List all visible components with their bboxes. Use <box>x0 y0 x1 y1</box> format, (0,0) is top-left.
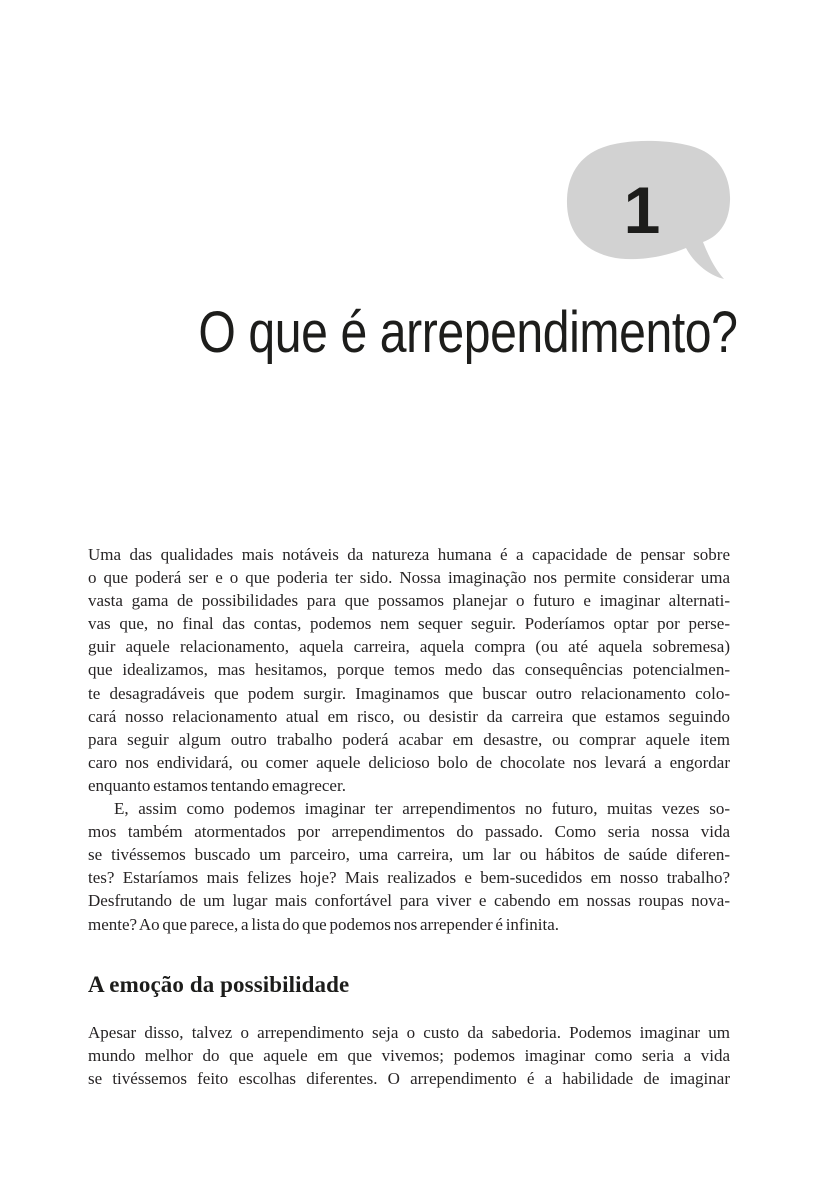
text-line: caro nos endividará, ou comer aquele delicioso bolo de chocolate nos levará a engordar <box>88 752 730 772</box>
text-line: Desfrutando de um lugar mais confortável para viver e cabendo em nossas roupas nova- <box>88 891 730 911</box>
paragraph <box>88 797 730 936</box>
text-line: para seguir algum outro trabalho poderá acabar em desastre, ou comprar aquele item <box>88 729 730 749</box>
paragraph <box>88 543 730 797</box>
text-line: que idealizamos, mas hesitamos, porque temos medo das consequências potencialmen- <box>88 660 730 680</box>
text-line: E, assim como podemos imaginar ter arrependimentos no futuro, muitas vezes so- <box>114 799 730 819</box>
text-line: vasta gama de possibilidades para que possamos planejar o futuro e imaginar alternati- <box>88 591 730 611</box>
chapter-number: 1 <box>623 173 661 247</box>
text-line: te desagradáveis que podem surgir. Imaginamos que buscar outro relacionamento colo- <box>88 683 730 703</box>
text-line: se tivéssemos buscado um parceiro, uma carreira, um lar ou hábitos de saúde diferen- <box>88 845 730 865</box>
text-line: Uma das qualidades mais notáveis da natureza humana é a capacidade de pensar sobre <box>88 545 730 564</box>
text-line: vas que, no final das contas, podemos nem sequer seguir. Poderíamos optar por perse- <box>88 614 730 634</box>
text-line: se tivéssemos feito escolhas diferentes. O arrependimento é a habilidade de imaginar <box>88 1068 730 1088</box>
text-line: mundo melhor do que aquele em que vivemos; podemos imaginar como seria a vida <box>88 1045 730 1065</box>
text-line: cará nosso relacionamento atual em risco, ou desistir da carreira que estamos seguindo <box>88 706 730 726</box>
text-line: Apesar disso, talvez o arrependimento seja o custo da sabedoria. Podemos imaginar um <box>88 1022 730 1042</box>
text-line: mente? Ao que parece, a lista do que podemos nos arrepender é infinita. <box>88 914 560 934</box>
text-line: enquanto estamos tentando emagrecer. <box>88 775 346 795</box>
paragraph <box>88 1021 730 1090</box>
chapter-bubble <box>563 139 735 287</box>
text-line: o que poderá ser e o que poderia ter sido. Nossa imaginação nos permite considerar uma <box>88 568 730 588</box>
text-line: tes? Estaríamos mais felizes hoje? Mais realizados e bem-sucedidos em nosso trabalho? <box>88 868 730 888</box>
chapter-title: O que é arrependimento? <box>198 300 738 365</box>
text-line: mos também atormentados por arrependimentos do passado. Como seria nossa vida <box>88 822 730 842</box>
body-text <box>88 543 730 1090</box>
section-heading: A emoção da possibilidade <box>88 971 350 997</box>
text-line: guir aquele relacionamento, aquela carreira, aquela compra (ou até aquela sobremesa) <box>88 637 730 657</box>
